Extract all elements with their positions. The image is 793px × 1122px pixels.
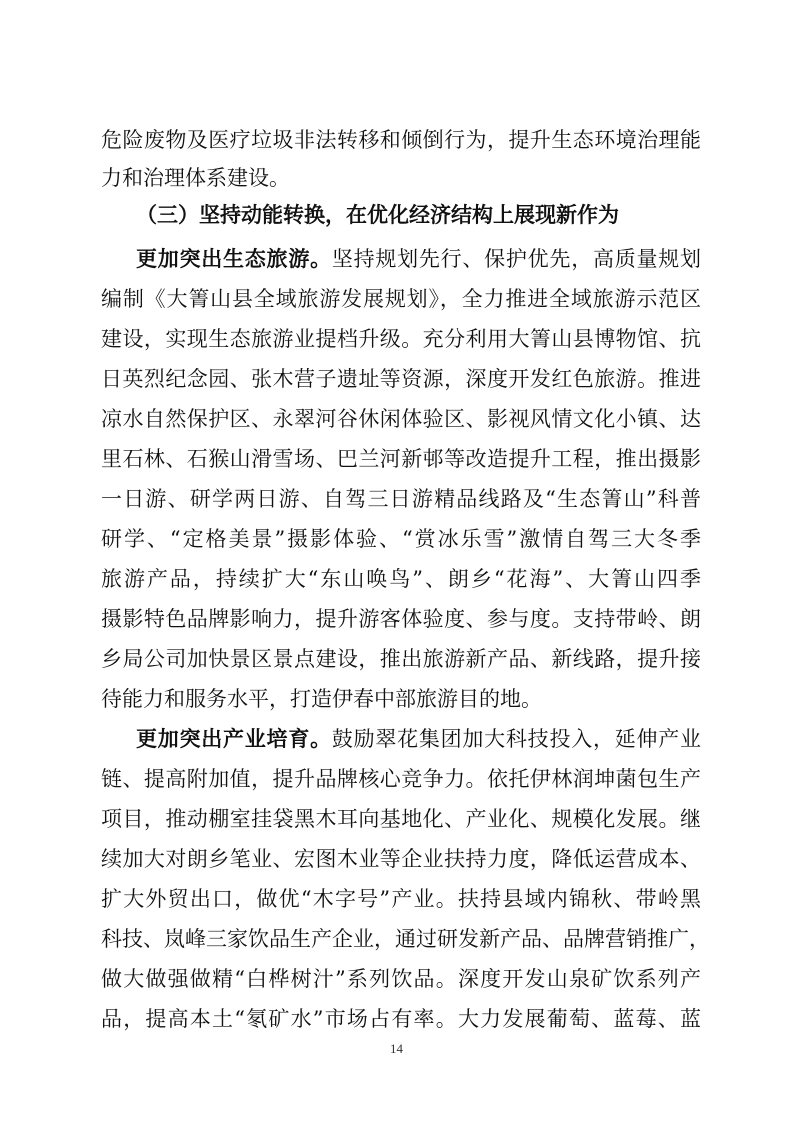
paragraph-line: 科技、岚峰三家饮品生产企业，通过研发新产品、品牌营销推广， [101, 927, 710, 951]
paragraph-line: 建设，实现生态旅游业提档升级。充分利用大箐山县博物馆、抗 [101, 327, 701, 351]
paragraph-first-rest: 鼓励翠花集团加大科技投入，延伸产业 [331, 727, 702, 751]
paragraph-line: 乡局公司加快景区景点建设，推出旅游新产品、新线路，提升接 [101, 647, 701, 671]
paragraph-line: 续加大对朗乡笔业、宏图木业等企业扶持力度，降低运营成本、 [101, 847, 701, 871]
paragraph-line: 做大做强做精“白桦树汁”系列饮品。深度开发山泉矿饮系列产 [101, 967, 701, 991]
paragraph-line: 里石林、石猴山滑雪场、巴兰河新邨等改造提升工程，推出摄影 [101, 447, 701, 471]
paragraph-first-rest: 坚持规划先行、保护优先，高质量规划 [331, 247, 702, 271]
paragraph-first-line [136, 720, 701, 758]
paragraph-line: 旅游产品，持续扩大“东山唤鸟”、朗乡“花海”、大箐山四季 [101, 567, 701, 591]
paragraph-line: 日英烈纪念园、张木营子遗址等资源，深度开发红色旅游。推进 [101, 367, 701, 391]
paragraph-line: 项目，推动棚室挂袋黑木耳向基地化、产业化、规模化发展。继 [101, 807, 701, 831]
paragraph-line: 凉水自然保护区、永翠河谷休闲体验区、影视风情文化小镇、达 [101, 407, 701, 431]
paragraph-line: 研学、“定格美景”摄影体验、“赏冰乐雪”激情自驾三大冬季 [101, 527, 701, 551]
paragraph-line: 品，提高本土“氡矿水”市场占有率。大力发展葡萄、蓝莓、蓝 [101, 1007, 701, 1031]
paragraph-lead: 更加突出生态旅游。 [136, 246, 332, 271]
paragraph-line: 摄影特色品牌影响力，提升游客体验度、参与度。支持带岭、朗 [101, 607, 701, 631]
paragraph-line: 待能力和服务水平，打造伊春中部旅游目的地。 [101, 687, 542, 711]
paragraph-line: 危险废物及医疗垃圾非法转移和倾倒行为，提升生态环境治理能 [101, 128, 701, 152]
paragraph-line: 一日游、研学两日游、自驾三日游精品线路及“生态箐山”科普 [101, 487, 701, 511]
paragraph-line: 扩大外贸出口，做优“木字号”产业。扶持县域内锦秋、带岭黑 [101, 887, 701, 911]
section-heading: （三）坚持动能转换，在优化经济结构上展现新作为 [136, 202, 619, 227]
paragraph-line: 力和治理体系建设。 [101, 166, 290, 190]
paragraph-first-line [136, 240, 701, 278]
paragraph-lead: 更加突出产业培育。 [136, 726, 332, 751]
paragraph-line: 链、提高附加值，提升品牌核心竞争力。依托伊林润坤菌包生产 [101, 767, 701, 791]
page-number: 14 [390, 1041, 403, 1056]
paragraph-line: 编制《大箐山县全域旅游发展规划》，全力推进全域旅游示范区 [101, 287, 701, 311]
